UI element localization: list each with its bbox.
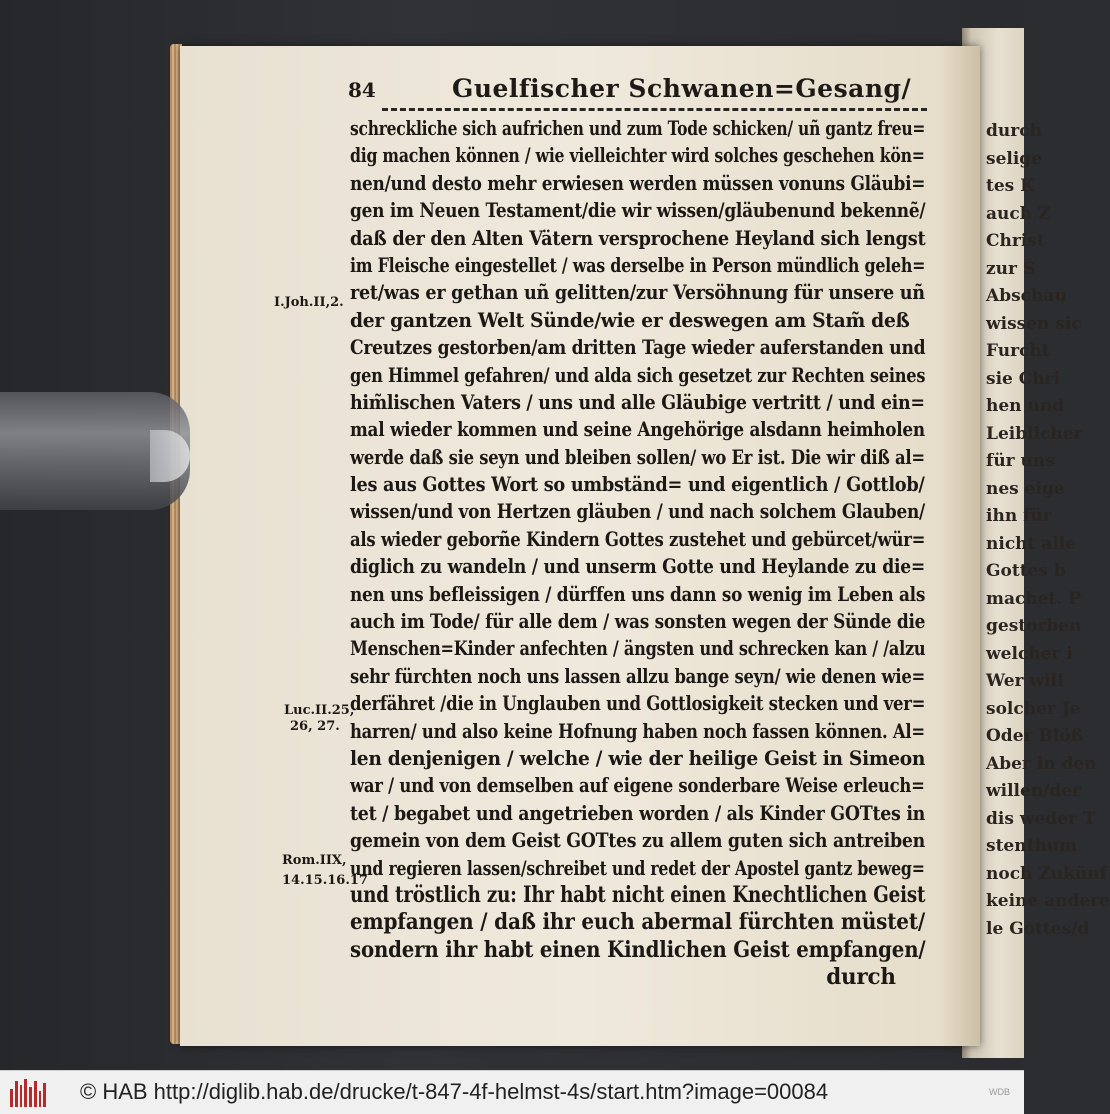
text-line: ret/was er gethan uñ gelitten/zur Versöhnung für unsere uñ [350,281,925,305]
header-rule [382,108,927,111]
facing-page-line: Furcht [986,341,1050,361]
facing-page-line: le Gottes/d [986,918,1090,939]
text-line: schreckliche sich aufrichen und zum Tode schicken/ uñ gantz freu= [350,117,926,140]
text-line: daß der den Alten Vätern versprochene Heyland sich lengst [350,226,926,250]
facing-page-line: machet. P [986,588,1082,609]
facing-page-line: für uns [986,451,1055,471]
facing-page-line: ihn für [986,506,1052,526]
facing-page-line: Aber in den [986,753,1097,774]
footer-bar [0,1070,1024,1114]
text-line: len denjenigen / welche / wie der heilige Geist in Simeon [350,746,926,770]
facing-page-line: selige [986,148,1043,169]
wdb-mark: WDB [989,1087,1010,1097]
text-line: harren/ und also keine Hofnung haben noch fassen können. Al= [350,719,925,743]
text-line: sehr fürchten noch uns lassen allzu bange seyn/ wie denen wie= [350,664,926,688]
text-line: war / und von demselben auf eigene sonderbare Weise erleuch= [350,774,925,798]
facing-page-line: Gottes b [986,561,1066,581]
text-line: Menschen=Kinder anfechten / ängsten und schrecken kan / /alzu [350,637,926,661]
facing-page-line: Wer will [986,671,1064,691]
text-line: derfähret /die in Unglauben und Gottlosigkeit stecken und ver= [350,692,926,716]
text-line: sondern ihr habt einen Kindlichen Geist empfangen/ [350,936,926,963]
facing-page-line: willen/der [986,781,1082,801]
page-number: 84 [348,78,376,102]
facing-page-line: nes eige [986,478,1065,499]
facing-page-line: noch Zukünf [986,863,1107,884]
text-line: der gantzen Welt Sünde/wie er deswegen am Stam̃ deß [350,308,910,332]
text-line: als wieder geborñe Kindern Gottes zustehet und gebürcet/wür= [350,527,926,551]
text-line: im Fleische eingestellet / was derselbe in Person mündlich geleh= [350,253,926,277]
facing-page-line: dis weder T [986,808,1096,829]
text-line: gen im Neuen Testament/die wir wissen/gläubenund bekennẽ/ [350,199,926,223]
facing-page-line: tes K [986,176,1035,196]
facing-page-line: gestorben [986,616,1082,636]
page-header [348,72,928,112]
facing-page-line: welcher i [986,643,1073,664]
facing-page-line: Abschau [986,286,1067,306]
text-line: nen/und desto mehr erwiesen werden müssen vonuns Gläubi= [350,171,926,195]
facing-page-text [962,118,1110,943]
facing-page-line: Leiblicher [986,423,1083,444]
facing-page-line: Christ [986,231,1045,251]
text-line: nen uns befleissigen / dürffen uns dann so wenig im Leben als [350,582,926,606]
facing-page-line: stenthum [986,836,1078,856]
text-line: durch [826,964,896,991]
hab-logo [10,1077,46,1107]
facing-page-line: sie Chri [986,368,1061,389]
text-line: und tröstlich zu: Ihr habt nicht einen Knechtlichen Geist [350,881,926,908]
text-line: dig machen können / wie vielleichter wird solches geschehen kön= [350,144,925,168]
facing-page-line: Oder Blöß [986,726,1084,746]
facing-page-line: durch [986,121,1042,141]
facing-page-line: wissen sic [986,313,1082,334]
text-line: wissen/und von Hertzen gläuben / und nach solchem Glauben/ [350,500,925,524]
marginal-note-2: Luc.II.25, [284,703,355,718]
facing-page-line: hen und [986,396,1065,416]
marginal-note-1: I.Joh.II,2. [274,295,344,310]
text-line: les aus Gottes Wort so umbständ= und eigentlich / Gottlob/ [350,473,925,497]
running-title: Guelfischer Schwanen=Gesang/ [452,74,912,103]
page-body-text [350,115,940,992]
text-line: werde daß sie seyn und bleiben sollen/ wo Er ist. Die wir diß al= [350,445,925,469]
text-line: mal wieder kommen und seine Angehörige alsdann heimholen [350,418,925,442]
facing-page-line: keine andere [986,891,1110,911]
text-line: diglich zu wandeln / und unserm Gotte und Heylande zu die= [350,555,926,579]
text-line: tet / begabet und angetrieben worden / als Kinder GOTtes in [350,801,926,825]
text-line: him̃lischen Vaters / uns und alle Gläubige vertritt / und ein= [350,390,925,414]
marginal-note-4: Rom.IIX, [282,853,347,868]
text-line: und regieren lassen/schreibet und redet der Apostel gantz beweg= [350,856,925,880]
text-line: auch im Tode/ für alle dem / was sonsten wegen der Sünde die [350,610,926,634]
text-line: Creutzes gestorben/am dritten Tage wieder auferstanden und [350,336,926,360]
facing-page-line: zur S [986,258,1036,279]
marginal-note-3: 26, 27. [290,719,340,734]
text-line: gemein von dem Geist GOTtes zu allem guten sich antreiben [350,829,925,853]
text-line: gen Himmel gefahren/ und alda sich gesetzet zur Rechten seines [350,363,926,387]
facing-page-line: nicht alle [986,533,1077,554]
facing-page-line: solcher Je [986,698,1081,719]
text-line: empfangen / daß ihr euch abermal fürchten müstet/ [350,909,926,936]
copyright-url-text[interactable]: © HAB http://diglib.hab.de/drucke/t-847-4f-helmst-4s/start.htm?image=00084 [80,1079,829,1104]
facing-page-line: auch Z [986,203,1051,224]
marginal-note-5: 14.15.16.17 [282,873,368,888]
